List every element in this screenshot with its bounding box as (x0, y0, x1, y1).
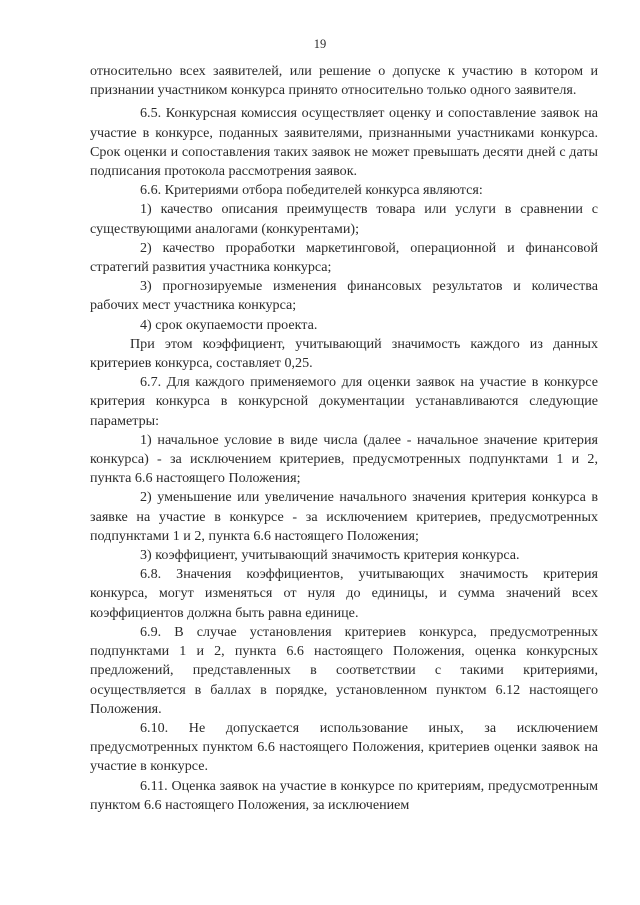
paragraph-6-8: 6.8. Значения коэффициентов, учитывающих значимость критерия конкурса, могут изменяться от нуля до единицы, и сумма значений всех коэффициентов должна быть равна единице. (90, 566, 598, 621)
criterion-item-2: 2) качество проработки маркетинговой, операционной и финансовой стратегий развития участника конкурса; (90, 239, 598, 276)
paragraph-6-9: 6.9. В случае установления критериев конкурса, предусмотренных подпунктами 1 и 2, пункта 6.6 настоящего Положения, оценка конкурсных предложений, представленных в соответствии с такими критериями, осуществляется в баллах в порядке, установленном пунктом 6.12 настоящего Положения. (90, 623, 598, 717)
criterion-item-3: 3) прогнозируемые изменения финансовых результатов и количества рабочих мест участника конкурса; (90, 278, 598, 314)
criterion-item-1: 1) качество описания преимуществ товара или услуги в сравнении с существующими аналогами (конкурентами); (90, 201, 598, 237)
paragraph-6-11: 6.11. Оценка заявок на участие в конкурсе по критериям, предусмотренным пунктом 6.6 настоящего Положения, за исключением (90, 777, 598, 813)
paragraph-6-5: 6.5. Конкурсная комиссия осуществляет оценку и сопоставление заявок на участие в конкурсе, поданных заявителями, признанными участниками конкурса. Срок оценки и сопоставления таких заявок не может превышать десяти дней с даты подписания протокола рассмотрения заявок. (90, 105, 598, 180)
parameter-item-2: 2) уменьшение или увеличение начального значения критерия конкурса в заявке на участие в конкурсе - за исключением критериев, предусмотренных подпунктами 1 и 2, пункта 6.6 настоящего Положения; (90, 489, 598, 544)
paragraph-6-10: 6.10. Не допускается использование иных, за исключением предусмотренных пунктом 6.6 настоящего Положения, критериев оценки заявок на участие в конкурсе. (90, 719, 598, 775)
page-number: 19 (313, 37, 327, 51)
paragraph-6-6: 6.6. Критериями отбора победителей конкурса являются: (140, 182, 483, 199)
document-body (90, 62, 598, 815)
parameter-item-1: 1) начальное условие в виде числа (далее - начальное значение критерия конкурса) - за исключением критериев, предусмотренных подпунктами 1 и 2, пункта 6.6 настоящего Положения; (90, 431, 598, 487)
paragraph-6-7: 6.7. Для каждого применяемого для оценки заявок на участие в конкурсе критерия конкурса в конкурсной документации устанавливаются следующие параметры: (90, 374, 598, 429)
parameter-item-3: 3) коэффициент, учитывающий значимость критерия конкурса. (140, 547, 520, 564)
coefficient-paragraph: При этом коэффициент, учитывающий значимость каждого из данных критериев конкурса, составляет 0,25. (90, 335, 598, 372)
criterion-item-4: 4) срок окупаемости проекта. (140, 316, 318, 333)
paragraph-continuation: относительно всех заявителей, или решение о допуске к участию в котором и признании участником конкурса принято относительно только одного заявителя. (90, 63, 598, 99)
